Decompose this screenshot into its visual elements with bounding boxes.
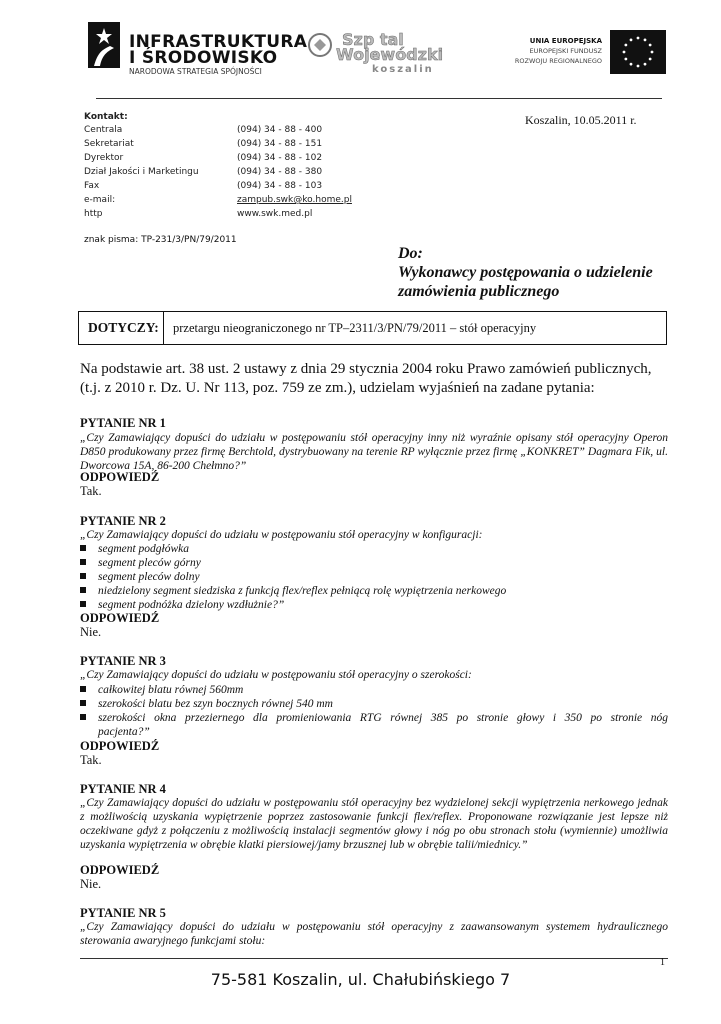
- question-1-title: PYTANIE NR 1: [80, 416, 166, 430]
- question-2-bullet: segment pleców dolny: [80, 570, 200, 584]
- contact-label: Centrala: [84, 125, 123, 135]
- contact-label: e-mail:: [84, 195, 116, 205]
- answer-3-title: ODPOWIEDŹ: [80, 739, 160, 753]
- question-4-title: PYTANIE NR 4: [80, 782, 166, 796]
- question-2-bullet: segment podnóżka dzielony wzdłużnie?”: [80, 598, 284, 612]
- question-3-bullet: szerokości blatu bez szyn bocznych równej 540 mm: [80, 697, 333, 711]
- hospital-logo: [302, 25, 464, 75]
- eu-star-icon: [644, 63, 647, 66]
- question-3-body: „Czy Zamawiający dopuści do udziału w postępowaniu stół operacyjny o szerokości:: [80, 669, 472, 681]
- contact-label: Dział Jakości i Marketingu: [84, 167, 199, 177]
- org-line-2: I ŚRODOWISKO: [129, 48, 278, 68]
- eu-line-2: EUROPEJSKI FUNDUSZ: [529, 47, 602, 55]
- svg-text:Szp tal: Szp tal: [342, 30, 404, 49]
- email-link[interactable]: zampub.swk@ko.home.pl: [237, 195, 352, 205]
- org-line-1: INFRASTRUKTURA: [129, 32, 308, 52]
- contact-label: Dyrektor: [84, 153, 124, 163]
- svg-text:koszalin: koszalin: [372, 64, 434, 75]
- question-3-bullet-cont: pacjenta?”: [98, 726, 150, 738]
- eu-line-3: ROZWOJU REGIONALNEGO: [514, 57, 602, 65]
- answer-4-title: ODPOWIEDŹ: [80, 863, 160, 877]
- reference-number: znak pisma: TP-231/3/PN/79/2011: [84, 235, 237, 245]
- page-number: 1: [660, 957, 665, 968]
- org-line-3: NARODOWA STRATEGIA SPÓJNOŚCI: [129, 67, 262, 76]
- question-5-body: „Czy Zamawiający dopuści do udziału w postępowaniu stół operacyjny z zaawansowanym systemem hydraulicznego sterowania awaryjnego funkcjami stołu:: [80, 921, 668, 947]
- addressee-line-1: Wykonawcy postępowania o udzielenie: [398, 264, 653, 281]
- question-2-bullet: segment pleców górny: [80, 556, 201, 570]
- eu-star-icon: [637, 37, 640, 40]
- eu-star-icon: [624, 58, 627, 61]
- contact-label: Sekretariat: [84, 139, 134, 149]
- eu-star-icon: [649, 44, 652, 47]
- subject-label: DOTYCZY:: [88, 320, 159, 335]
- contact-value: (094) 34 - 88 - 380: [237, 167, 323, 177]
- question-4-body: „Czy Zamawiający dopuści do udziału w postępowaniu stół operacyjny bez wydzielonej sekcji wypiętrzenia nerkowego jednak z możliwością uzyskania wypiętrzenie poprzez zastosowanie funkcji flex/reflex. Proponowane rozwiązanie jest lepsze niż oczekiwane gdyż z połączeniu z możliwością instalacji segmentów głowy i nóg po obu stronach stołu (wymiennie) umożliwia uzyskania wypiętrzenia w obrębie klatki piersiowej/jamy brzusznej lub w obrębie talii/miednicy.”: [80, 797, 668, 851]
- answer-4-text: Nie.: [80, 877, 102, 891]
- intro-paragraph: Na podstawie art. 38 ust. 2 ustawy z dnia 29 stycznia 2004 roku Prawo zamówień publicznych, (t.j. z 2010 r. Dz. U. Nr 113, poz. 759 ze zm.), udzielam wyjaśnień na zadane pytania:: [80, 361, 652, 396]
- question-2-title: PYTANIE NR 2: [80, 514, 166, 528]
- contact-title: Kontakt:: [84, 112, 128, 122]
- eu-star-icon: [651, 51, 654, 54]
- addressee-line-2: zamówienia publicznego: [398, 283, 560, 300]
- letter-date: Koszalin, 10.05.2011 r.: [525, 113, 637, 127]
- contact-label: Fax: [84, 181, 100, 191]
- question-2-body: „Czy Zamawiający dopuści do udziału w postępowaniu stół operacyjny w konfiguracji:: [80, 529, 483, 541]
- eu-star-icon: [649, 58, 652, 61]
- eu-star-icon: [630, 63, 633, 66]
- addressee-label: Do:: [398, 245, 423, 262]
- answer-2-title: ODPOWIEDŹ: [80, 611, 160, 625]
- footer-divider: [80, 958, 668, 959]
- footer-address: 75-581 Koszalin, ul. Chałubińskiego 7: [210, 970, 511, 989]
- question-2-bullet: segment podgłówka: [80, 542, 189, 556]
- question-3-bullet: całkowitej blatu równej 560mm: [80, 683, 243, 697]
- contact-value: (094) 34 - 88 - 151: [237, 139, 323, 149]
- eu-star-icon: [630, 38, 633, 41]
- contact-value: (094) 34 - 88 - 103: [237, 181, 323, 191]
- eu-star-icon: [624, 44, 627, 47]
- contact-value: (094) 34 - 88 - 400: [237, 125, 323, 135]
- subject-text: przetargu nieograniczonego nr TP–2311/3/PN/79/2011 – stół operacyjny: [173, 321, 537, 335]
- eu-star-icon: [637, 65, 640, 68]
- question-3-title: PYTANIE NR 3: [80, 654, 166, 668]
- contact-label: http: [84, 209, 103, 219]
- answer-1-title: ODPOWIEDŹ: [80, 470, 160, 484]
- eu-star-icon: [623, 51, 626, 54]
- header-divider: [96, 98, 662, 99]
- answer-1-text: Tak.: [80, 484, 102, 498]
- answer-2-text: Nie.: [80, 625, 102, 639]
- question-1-body: „Czy Zamawiający dopuści do udziału w postępowaniu stół operacyjny inny niż wyraźnie opisany stół operacyjny Operon D850 produkowany przez firmę Berchtold, dystrybuowany na terenie RP wyłącznie przez firmę „KONKRET” Dagmara Fik, ul. Dworcowa 15A, 86-200 Chełmno?”: [80, 432, 668, 472]
- website-link[interactable]: www.swk.med.pl: [237, 209, 313, 219]
- svg-text:Wojewódzki: Wojewódzki: [336, 45, 444, 64]
- question-5-title: PYTANIE NR 5: [80, 906, 166, 920]
- eu-line-1: UNIA EUROPEJSKA: [529, 37, 602, 45]
- eu-flag-icon: [610, 30, 666, 74]
- question-3-bullet: szerokości okna przeziernego dla promieniowania RTG równej 385 po stronie głowy i 350 po stronie nóg: [80, 711, 668, 725]
- contact-value: (094) 34 - 88 - 102: [237, 153, 323, 163]
- infrastruktura-logo-icon: [88, 22, 120, 68]
- subject-box-divider: [163, 311, 164, 345]
- eu-star-icon: [644, 38, 647, 41]
- answer-3-text: Tak.: [80, 753, 102, 767]
- question-2-bullet: niedzielony segment siedziska z funkcją flex/reflex pełniącą rolę wypiętrzenia nerkowego: [80, 584, 506, 598]
